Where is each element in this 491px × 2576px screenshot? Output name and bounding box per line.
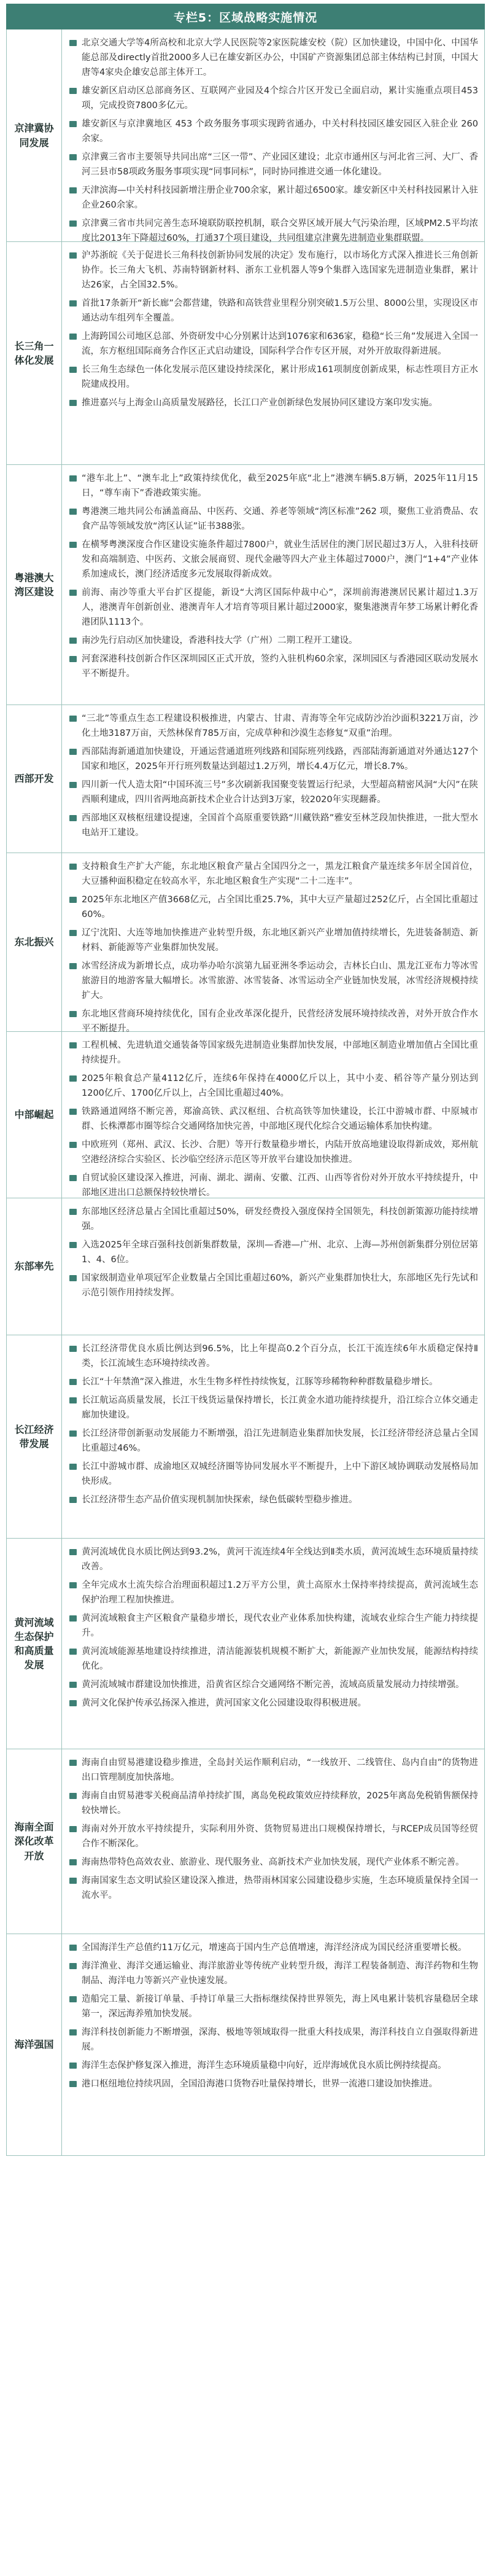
bullet-text: 首批17条新开“新长廊”会都营建，铁路和高铁营业里程分别突破1.5万公里、8000公里，实现设区市通达动车组列车全覆盖。 <box>82 299 478 323</box>
bullet-text: 推进嘉兴与上海金山高质量发展路径，长江口产业创新绿色发展协同区建设方案印发实施。 <box>82 398 438 408</box>
square-bullet-icon <box>69 1859 77 1865</box>
square-bullet-icon <box>69 2063 77 2069</box>
section-label: 海洋强国 <box>7 1934 62 2155</box>
square-bullet-icon <box>69 963 77 969</box>
square-bullet-icon <box>69 1615 77 1622</box>
square-bullet-icon <box>69 154 77 160</box>
bullet-item <box>69 959 478 1003</box>
square-bullet-icon <box>69 88 77 94</box>
section-content <box>62 705 484 853</box>
region-section <box>6 1032 485 1198</box>
bullet-text: 全国海洋生产总值约11万亿元，增速高于国内生产总值增速，海洋经济成为国民经济重要增长极。 <box>82 1943 467 1953</box>
bullet-item <box>69 1138 478 1167</box>
section-content <box>62 1749 484 1934</box>
bullet-text: 海南自由贸易港零关税商品清单持续扩围，离岛免税政策效应持续释放，2025年离岛免税销售额保持较快增长。 <box>82 1791 478 1816</box>
bullet-item <box>69 1755 478 1785</box>
square-bullet-icon <box>69 542 77 548</box>
bullet-item <box>69 1545 478 1574</box>
bullet-item <box>69 1873 478 1903</box>
bullet-item <box>69 926 478 955</box>
bullet-item <box>69 1611 478 1641</box>
bullet-item <box>69 811 478 840</box>
square-bullet-icon <box>69 1549 77 1555</box>
bullet-item <box>69 1071 478 1101</box>
bullet-item <box>69 1204 478 1234</box>
bullet-item <box>69 396 478 410</box>
bullet-text: 长江经济带创新驱动发展能力不断增强，沿江先进制造业集群加快发展，长江经济带经济总量占全国比重超过46%。 <box>82 1429 478 1453</box>
section-content <box>62 242 484 464</box>
square-bullet-icon <box>69 334 77 340</box>
bullet-item <box>69 1940 478 1955</box>
square-bullet-icon <box>69 864 77 870</box>
square-bullet-icon <box>69 1996 77 2002</box>
bullet-item <box>69 1038 478 1067</box>
bullet-text: 北京交通大学等4所高校和北京大学人民医院等2家医院雄安校（院）区加快建设，中国中化、中国华能总部及directly首批2000多人已在雄安新区办公，中国矿产资源集团总部主体结构已封顶，中国大唐等4家央企雄安总部主体开工。 <box>82 38 478 77</box>
section-label: 东北振兴 <box>7 853 62 1031</box>
bullet-item <box>69 504 478 534</box>
square-bullet-icon <box>69 1826 77 1832</box>
bullet-text: 辽宁沈阳、大连等地加快推进产业转型升级，东北地区新兴产业增加值持续增长，先进装备制造、新材料、新能源等产业集群加快发展。 <box>82 928 478 953</box>
bullet-text: 天津滨海—中关村科技园新增注册企业700余家，累计超过6500家。雄安新区中关村科技园累计入驻企业260余家。 <box>82 185 478 210</box>
bullet-text: 海南自由贸易港建设稳步推进，全岛封关运作顺利启动，“一线放开、二线管住、岛内自由”的货物进出口管理制度加快落地。 <box>82 1758 478 1782</box>
bullet-item <box>69 1171 478 1200</box>
square-bullet-icon <box>69 1497 77 1503</box>
bullet-item <box>69 329 478 359</box>
bullet-text: 2025年粮食总产量4112亿斤，连续6年保持在4000亿斤以上，其中小麦、稻谷等产量分别达到1200亿斤、1700亿斤以上，占全国比重超过40%。 <box>82 1074 478 1098</box>
bullet-text: 冰雪经济成为新增长点，成功举办哈尔滨第九届亚洲冬季运动会，吉林长白山、黑龙江亚布力等冰雪旅游目的地游客量大幅增长。冰雪旅游、冰雪装备、冰雪运动全产业链加快发展，冰雪经济规模持续扩大。 <box>82 961 478 1001</box>
bullet-text: 工程机械、先进轨道交通装备等国家级先进制造业集群加快发展，中部地区制造业增加值占全国比重持续提升。 <box>82 1040 478 1065</box>
square-bullet-icon <box>69 1682 77 1688</box>
bullet-text: 入选2025年全球百强科技创新集群数量，深圳—香港—广州、北京、上海—苏州创新集群分别位居第1、4、6位。 <box>82 1240 478 1265</box>
bullet-text: 长江航运高质量发展，长江干线货运量保持增长，长江黄金水道功能持续提升，沿江综合立体交通走廊加快建设。 <box>82 1395 478 1420</box>
square-bullet-icon <box>69 1878 77 1884</box>
sections-table <box>6 29 485 2156</box>
bullet-item <box>69 1493 478 1507</box>
bullet-item <box>69 150 478 179</box>
bullet-text: 海洋科技创新能力不断增强，深海、极地等领域取得一批重大科技成果，海洋科技自立自强取得新进展。 <box>82 2028 478 2052</box>
section-content <box>62 853 484 1034</box>
bullet-text: 四川新一代人造太阳“中国环流三号”多次刷新我国聚变装置运行纪录，大型超高精密风洞“大闪”在陕西顺利建成，四川省两地高新技术企业合计达到3万家，较2020年实现翻番。 <box>82 780 478 805</box>
bullet-item <box>69 1341 478 1371</box>
bullet-item <box>69 471 478 501</box>
bullet-text: 黄河流域优良水质比例达到93.2%，黄河干流连续4年全线达到Ⅱ类水质，黄河流域生态环境质量持续改善。 <box>82 1547 478 1572</box>
bullet-text: 沪苏浙皖《关于促进长三角科技创新协同发展的决定》发布施行，以市场化方式深入推进长三角创新协作。长三角大飞机、苏南特钢新材料、浙东工业机器人等9个集群入选国家先进制造业集群，累计达26家，占全国32.5%。 <box>82 251 478 290</box>
square-bullet-icon <box>69 590 77 596</box>
bullet-item <box>69 1644 478 1674</box>
bullet-text: 东部地区经济总量占全国比重超过50%，研发经费投入强度保持全国领先，科技创新策源功能持续增强。 <box>82 1207 478 1231</box>
bullet-item <box>69 1789 478 1818</box>
bullet-item <box>69 362 478 392</box>
square-bullet-icon <box>69 1464 77 1470</box>
bullet-text: 东北地区营商环境持续优化，国有企业改革深化提升，民营经济发展环境持续改善，对外开放合作水平不断提升。 <box>82 1009 478 1034</box>
bullet-item <box>69 1696 478 1711</box>
bullet-item <box>69 778 478 807</box>
square-bullet-icon <box>69 716 77 722</box>
bullet-item <box>69 585 478 630</box>
section-content <box>62 465 484 704</box>
bullet-item <box>69 652 478 681</box>
bullet-item <box>69 216 478 246</box>
bullet-item <box>69 1855 478 1870</box>
square-bullet-icon <box>69 1142 77 1148</box>
bullet-text: 海南热带特色高效农业、旅游业、现代服务业、高新技术产业加快发展，现代产业体系不断完善。 <box>82 1857 465 1867</box>
square-bullet-icon <box>69 930 77 936</box>
bullet-item <box>69 537 478 582</box>
bullet-item <box>69 744 478 774</box>
bullet-text: 自贸试验区建设深入推进，河南、湖北、湖南、安徽、江西、山西等省份对外开放水平持续提升，中部地区进出口总额保持较快增长。 <box>82 1173 478 1198</box>
bullet-text: 长三角生态绿色一体化发展示范区建设持续深化，累计形成161项制度创新成果，标志性项目方正水院建成投用。 <box>82 365 478 389</box>
bullet-item <box>69 296 478 326</box>
section-label: 粤港澳大湾区建设 <box>7 465 62 704</box>
square-bullet-icon <box>69 1379 77 1385</box>
region-section <box>6 29 485 242</box>
bullet-text: 中欧班列（郑州、武汉、长沙、合肥）等开行数量稳步增长，内陆开放高地建设取得新成效，郑州航空港经济综合实验区、长沙临空经济示范区等开放平台建设加快推进。 <box>82 1140 478 1165</box>
bullet-item <box>69 84 478 113</box>
square-bullet-icon <box>69 475 77 482</box>
square-bullet-icon <box>69 782 77 788</box>
section-content <box>62 1934 484 2155</box>
bullet-text: 河套深港科技创新合作区深圳园区正式开放，签约入驻机构60余家，深圳园区与香港园区联动发展水平不断提升。 <box>82 654 478 679</box>
bullet-text: “港车北上”、“澳车北上”政策持续优化，截至2025年底“北上”港澳车辆5.8万辆，2025年11月15日，“尊车南下”香港政策实施。 <box>82 474 478 498</box>
square-bullet-icon <box>69 1075 77 1082</box>
region-section <box>6 705 485 853</box>
bullet-item <box>69 1393 478 1423</box>
bullet-item <box>69 2025 478 2055</box>
bullet-text: 京津冀三省市主要领导共同出席“三区一带”、产业园区建设；北京市通州区与河北省三河、大厂、香河三县市58项政务服务事项实现“同事同标”，同时协同推进交通一体化建设。 <box>82 152 478 177</box>
section-label: 京津冀协同发展 <box>7 29 62 241</box>
bullet-text: 雄安新区与京津冀地区 453 个政务服务事项实现跨省通办，中关村科技园区雄安园区入驻企业 260余家。 <box>82 119 478 144</box>
bullet-text: 长江“十年禁渔”深入推进，水生生物多样性持续恢复，江豚等珍稀物种种群数量稳步增长。 <box>82 1377 438 1387</box>
square-bullet-icon <box>69 509 77 515</box>
section-label: 东部率先 <box>7 1198 62 1335</box>
bullet-text: 南沙先行启动区加快建设，香港科技大学（广州）二期工程开工建设。 <box>82 636 358 646</box>
section-label: 海南全面深化改革开放 <box>7 1749 62 1934</box>
square-bullet-icon <box>69 1700 77 1706</box>
square-bullet-icon <box>69 1109 77 1115</box>
bullet-text: 前海、南沙等重大平台扩区提能，新设“大湾区国际仲裁中心”，深圳前海港澳居民累计超过1.3万人，港澳青年创新创业、港澳青年人才培育等项目累计超过2000家，聚集港澳青年梦工场累计孵化香港团队1113个。 <box>82 588 478 627</box>
bullet-item <box>69 859 478 889</box>
bullet-item <box>69 633 478 648</box>
square-bullet-icon <box>69 815 77 821</box>
bullet-item <box>69 183 478 213</box>
bullet-item <box>69 711 478 741</box>
bullet-text: “三北”等重点生态工程建设积极推进，内蒙古、甘肃、青海等全年完成防沙治沙面积3221万亩，沙化土地3187万亩，天然林保育785万亩，完成草种和沙漠生态修复“双重”治理。 <box>82 714 478 738</box>
square-bullet-icon <box>69 1242 77 1248</box>
section-content <box>62 1335 484 1538</box>
square-bullet-icon <box>69 656 77 662</box>
bullet-text: 全年完成水土流失综合治理面积超过1.2万平方公里，黄土高原水土保持率持续提高，黄河流域生态保护治理工程加快推进。 <box>82 1580 478 1605</box>
bullet-item <box>69 1426 478 1456</box>
bullet-text: 造船完工量、新接订单量、手持订单量三大指标继续保持世界领先，海上风电累计装机容量稳居全球第一，深远海养殖加快发展。 <box>82 1994 478 2019</box>
region-section <box>6 1934 485 2156</box>
column-title: 专栏5：区域战略实施情况 <box>6 4 485 29</box>
bullet-item <box>69 2077 478 2091</box>
region-section <box>6 1198 485 1335</box>
bullet-text: 在横琴粤澳深度合作区建设实施条件超过7800户，就业生活居住的澳门居民超过3万人，入驻科技研发和高端制造、中医药、文旅会展商贸、现代金融等四大产业主体超过7000户，澳门“1+4”产业体系加速成长，澳门经济适度多元发展取得新成效。 <box>82 540 478 579</box>
square-bullet-icon <box>69 221 77 227</box>
bullet-item <box>69 1959 478 1988</box>
bullet-item <box>69 1822 478 1851</box>
bullet-item <box>69 117 478 146</box>
bullet-text: 长江经济带生态产品价值实现机制加快探索，绿色低碳转型稳步推进。 <box>82 1495 358 1505</box>
bullet-item <box>69 248 478 292</box>
square-bullet-icon <box>69 121 77 127</box>
square-bullet-icon <box>69 1346 77 1352</box>
bullet-item <box>69 1238 478 1267</box>
bullet-text: 海洋渔业、海洋交通运输业、海洋旅游业等传统产业转型升级，海洋工程装备制造、海洋药物和生物制品、海洋电力等新兴产业快速发展。 <box>82 1961 478 1986</box>
square-bullet-icon <box>69 1963 77 1969</box>
bullet-item <box>69 2058 478 2073</box>
square-bullet-icon <box>69 1430 77 1437</box>
square-bullet-icon <box>69 40 77 46</box>
section-label: 中部崛起 <box>7 1032 62 1198</box>
bullet-text: 京津冀三省市共同完善生态环境联防联控机制，联合交界区域开展大气污染治理，区域PM2.5平均浓度比2013年下降超过60%，打通37个项目建设，共同组建京津冀先进制造业集群联盟。 <box>82 219 478 243</box>
square-bullet-icon <box>69 1011 77 1017</box>
bullet-item <box>69 1459 478 1489</box>
square-bullet-icon <box>69 1175 77 1181</box>
square-bullet-icon <box>69 1760 77 1766</box>
bullet-item <box>69 1992 478 2021</box>
bullet-text: 港口枢纽地位持续巩固，全国沿海港口货物吞吐量保持增长，世界一流港口建设加快推进。 <box>82 2079 438 2089</box>
bullet-text: 海洋生态保护修复深入推进，海洋生态环境质量稳中向好，近岸海域优良水质比例持续提高。 <box>82 2061 447 2071</box>
section-content <box>62 1539 484 1749</box>
section-content <box>62 29 484 241</box>
square-bullet-icon <box>69 1397 77 1403</box>
square-bullet-icon <box>69 749 77 755</box>
region-section <box>6 853 485 1032</box>
square-bullet-icon <box>69 187 77 193</box>
bullet-item <box>69 1271 478 1300</box>
bullet-item <box>69 892 478 922</box>
square-bullet-icon <box>69 300 77 306</box>
square-bullet-icon <box>69 1582 77 1588</box>
bullet-text: 西部地区双核枢纽建设提速，全国首个高原重要铁路“川藏铁路”雅安至林芝段加快推进，一批大型水电站开工建设。 <box>82 813 478 838</box>
bullet-item <box>69 1104 478 1134</box>
section-label: 长三角一体化发展 <box>7 242 62 464</box>
bullet-item <box>69 36 478 80</box>
bullet-item <box>69 1578 478 1607</box>
region-section <box>6 465 485 705</box>
square-bullet-icon <box>69 2029 77 2035</box>
square-bullet-icon <box>69 1042 77 1048</box>
square-bullet-icon <box>69 1275 77 1281</box>
section-content <box>62 1032 484 1198</box>
bullet-text: 黄河文化保护传承弘扬深入推进，黄河国家文化公园建设取得积极进展。 <box>82 1698 366 1708</box>
bullet-text: 黄河流域城市群建设加快推进，沿黄省区综合交通网络不断完善，流域高质量发展动力持续增强。 <box>82 1680 465 1690</box>
bullet-text: 海南国家生态文明试验区建设深入推进，热带雨林国家公园建设稳步实施，生态环境质量保持全国一流水平。 <box>82 1876 478 1900</box>
bullet-text: 黄河流域粮食主产区粮食产量稳步增长，现代农业产业体系加快构建，流域农业综合生产能力持续提升。 <box>82 1614 478 1638</box>
region-section <box>6 1539 485 1749</box>
region-section <box>6 1749 485 1934</box>
section-label: 西部开发 <box>7 705 62 853</box>
bullet-item <box>69 1375 478 1389</box>
bullet-text: 长江经济带优良水质比例达到96.5%，比上年提高0.2个百分点，长江干流连续6年水质稳定保持Ⅱ类，长江流域生态环境持续改善。 <box>82 1344 478 1368</box>
bullet-text: 铁路通道网络不断完善，郑渝高铁、武汉枢纽、合杭高铁等加快建设，长江中游城市群、中原城市群、长株潭都市圈等综合交通网络加快完善，中部地区现代化综合交通运输体系加快构建。 <box>82 1107 478 1131</box>
square-bullet-icon <box>69 400 77 406</box>
bullet-text: 2025年东北地区产值3668亿元，占全国比重25.7%，其中大豆产量超过252亿斤，占全国比重超过60%。 <box>82 895 478 919</box>
bullet-text: 雄安新区启动区总部商务区、互联网产业园及4个综合片区开发已全面启动，累计实施重点项目453项，完成投资7800多亿元。 <box>82 86 478 111</box>
square-bullet-icon <box>69 1793 77 1799</box>
bullet-text: 长江中游城市群、成渝地区双城经济圈等协同发展水平不断提升，上中下游区域协调联动发展格局加快形成。 <box>82 1462 478 1486</box>
bullet-item <box>69 1677 478 1692</box>
square-bullet-icon <box>69 1209 77 1215</box>
square-bullet-icon <box>69 2081 77 2087</box>
bullet-text: 支持粮食生产扩大产能，东北地区粮食产量占全国四分之一，黑龙江粮食产量连续多年居全国首位，大豆播种面积稳定在较高水平，东北地区粮食生产实现“二十二连丰”。 <box>82 862 478 886</box>
square-bullet-icon <box>69 1945 77 1951</box>
bullet-text: 国家级制造业单项冠军企业数量占全国比重超过60%，新兴产业集群加快壮大，东部地区先行先试和示范引领作用持续发挥。 <box>82 1273 478 1298</box>
bullet-text: 黄河流域能源基地建设持续推进，清洁能源装机规模不断扩大，新能源产业加快发展，能源结构持续优化。 <box>82 1647 478 1671</box>
section-content <box>62 1198 484 1335</box>
region-section <box>6 1335 485 1539</box>
square-bullet-icon <box>69 252 77 259</box>
bullet-text: 西部陆海新通道加快建设，开通运营通道班列线路和国际班列线路，西部陆海新通道对外通达127个国家和地区，2025年开行班列数量达到超过1.2万列，增长4.4万亿元，增长8.7%。 <box>82 747 478 771</box>
square-bullet-icon <box>69 367 77 373</box>
bullet-text: 海南对外开放水平持续提升，实际利用外资、货物贸易进出口规模保持增长，与RCEP成员国等经贸合作不断深化。 <box>82 1824 478 1849</box>
square-bullet-icon <box>69 897 77 903</box>
page <box>6 4 485 2156</box>
bullet-text: 粤港澳三地共同公布涵盖商品、中医药、交通、养老等领域“湾区标准”262 项，聚焦工业消费品、农食产品等领域发放“湾区认证”证书388张。 <box>82 507 478 531</box>
section-label: 长江经济带发展 <box>7 1335 62 1538</box>
bullet-text: 上海跨国公司地区总部、外资研发中心分别累计达到1076家和636家，稳稳“长三角”发展进入全国一流，东方枢纽国际商务合作区正式启动建设，国际科学合作专区开展，对外开放取得新进展。 <box>82 332 478 356</box>
square-bullet-icon <box>69 1649 77 1655</box>
region-section <box>6 242 485 465</box>
section-label: 黄河流域生态保护和高质量发展 <box>7 1539 62 1749</box>
square-bullet-icon <box>69 638 77 644</box>
